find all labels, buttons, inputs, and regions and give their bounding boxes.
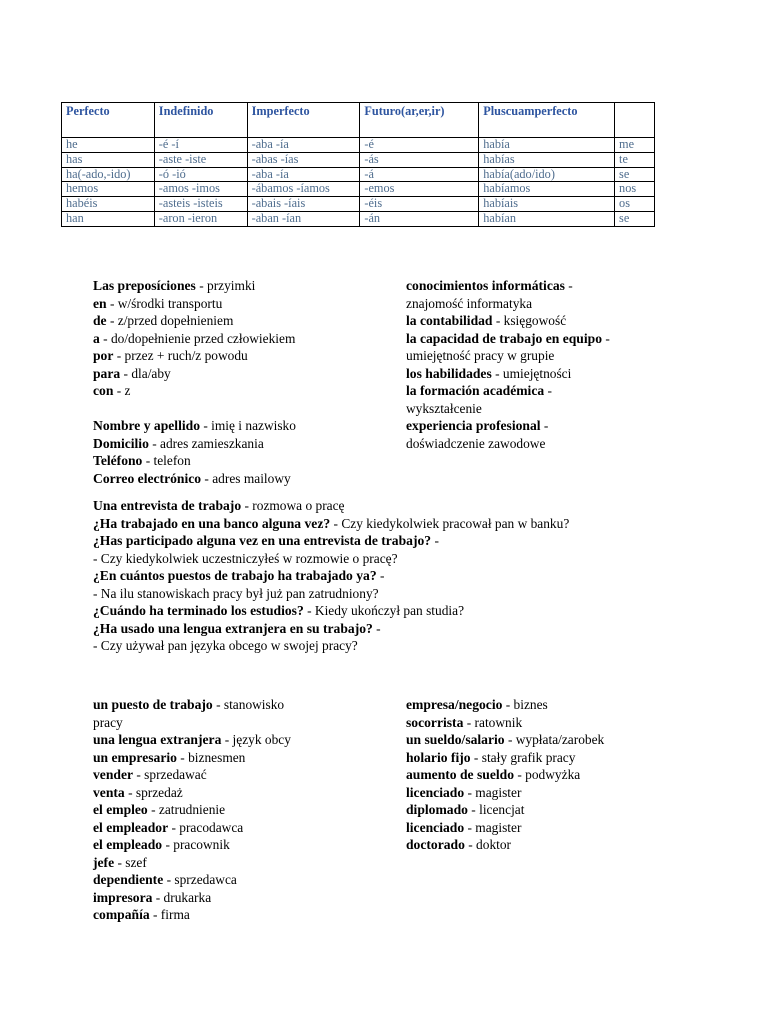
vocab-term: Nombre y apellido [93, 418, 200, 433]
vocab-list-skills [406, 277, 610, 452]
header-cell [615, 103, 655, 138]
vocab-entry [93, 452, 296, 470]
table-cell: -abais -íais [247, 197, 360, 212]
table-cell: -án [360, 211, 479, 226]
table-cell: habíamos [479, 182, 615, 197]
vocab-term: la capacidad de trabajo en equipo [406, 330, 602, 346]
vocab-list-prepositions [93, 277, 296, 487]
vocab-definition: - przez + ruch/z powodu [113, 348, 248, 363]
vocab-definition: - [431, 533, 439, 548]
vocab-entry [93, 470, 296, 488]
vocab-definition: - stały grafik pracy [470, 749, 576, 765]
vocab-entry [406, 295, 610, 313]
table-cell: nos [615, 182, 655, 197]
vocab-definition: - w/środki transportu [106, 295, 223, 311]
vocab-entry [406, 749, 604, 767]
table-header-row [62, 103, 655, 138]
vocab-definition: znajomość informatyka [406, 295, 533, 311]
table-cell: te [615, 152, 655, 167]
table-cell: -asteis -isteis [154, 197, 247, 212]
vocab-entry [406, 801, 604, 819]
header-cell: Indefinido [154, 103, 247, 138]
vocab-entry [93, 382, 296, 400]
vocab-entry [93, 312, 296, 330]
vocab-definition: - telefon [142, 453, 191, 468]
vocab-term: en [93, 295, 107, 311]
vocab-entry [93, 365, 296, 383]
vocab-term: socorrista [406, 714, 464, 730]
vocab-definition: - sprzedawca [163, 872, 237, 887]
header-cell: Imperfecto [247, 103, 360, 138]
vocab-definition: - Na ilu stanowiskach pracy był już pan zatrudniony? [93, 585, 379, 601]
vocab-term: licenciado [406, 819, 465, 835]
table-cell: he [62, 138, 155, 153]
header-cell: Futuro(ar,er,ir) [360, 103, 479, 138]
vocab-term: ¿Ha usado una lengua extranjera en su trabajo? [93, 620, 373, 636]
vocab-term: una lengua extranjera [93, 732, 222, 747]
vocab-entry [406, 819, 604, 837]
vocab-entry [406, 277, 610, 295]
vocab-definition: - [544, 383, 552, 398]
vocab-entry [406, 347, 610, 365]
table-cell: habían [479, 211, 615, 226]
vocab-term: Correo electrónico [93, 470, 202, 486]
vocab-term: ¿Cuándo ha terminado los estudios? [93, 603, 304, 618]
vocab-term: ¿Has participado alguna vez en una entrevista de trabajo? [93, 533, 432, 548]
vocab-term: experiencia profesional [406, 418, 541, 433]
vocab-entry [93, 836, 291, 854]
vocab-term: Domicilio [93, 435, 149, 451]
vocab-definition: - [602, 330, 610, 346]
vocab-term: con [93, 383, 114, 398]
vocab-term: Teléfono [93, 453, 143, 468]
vocab-definition: - sprzedawać [133, 767, 207, 782]
vocab-term: a [93, 330, 100, 346]
vocab-definition: - stanowisko [212, 697, 285, 712]
vocab-definition: - drukarka [152, 889, 212, 905]
table-cell: -ás [360, 152, 479, 167]
vocab-term: la contabilidad [406, 313, 493, 328]
vocab-entry [93, 871, 291, 889]
vocab-term: empresa/negocio [406, 697, 503, 712]
vocab-entry [93, 784, 291, 802]
vocab-definition: - księgowość [492, 313, 567, 328]
vocab-definition: - magister [464, 784, 522, 800]
vocab-definition: - umiejętności [491, 365, 572, 381]
table-row [62, 182, 655, 197]
vocab-definition: - imię i nazwisko [200, 418, 296, 433]
vocab-definition: - magister [464, 819, 522, 835]
vocab-entry [93, 801, 291, 819]
table-row [62, 211, 655, 226]
table-row [62, 138, 655, 153]
table-cell: se [615, 167, 655, 182]
vocab-entry [93, 567, 569, 585]
vocab-term: para [93, 365, 121, 381]
vocab-definition: - licencjat [467, 802, 525, 817]
vocab-definition: - pracodawca [168, 819, 244, 835]
vocab-entry [93, 400, 296, 418]
table-row [62, 167, 655, 182]
vocab-definition: - podwyżka [514, 767, 581, 782]
vocab-definition: - z [113, 383, 131, 398]
vocab-definition: - [540, 418, 549, 433]
vocab-definition: - zatrudnienie [147, 802, 226, 817]
vocab-list-employment [406, 696, 604, 854]
vocab-entry [93, 515, 569, 533]
table-cell: -é -í [154, 138, 247, 153]
vocab-definition: - język obcy [221, 732, 291, 747]
vocab-term: los habilidades [406, 365, 492, 381]
vocab-definition: - szef [114, 854, 147, 870]
vocab-term: compañía [93, 907, 150, 922]
vocab-definition: - Kiedy ukończył pan studia? [303, 603, 465, 618]
vocab-entry [93, 602, 569, 620]
vocab-definition: - [376, 568, 385, 583]
table-cell: -aba -ía [247, 167, 360, 182]
vocab-entry [93, 854, 291, 872]
vocab-definition: - Czy kiedykolwiek uczestniczyłeś w rozmowie o pracę? [93, 550, 398, 566]
header-cell: Pluscuamperfecto [479, 103, 615, 138]
vocab-definition: umiejętność pracy w grupie [406, 348, 555, 363]
vocab-entry [93, 347, 296, 365]
table-cell: has [62, 152, 155, 167]
vocab-entry [93, 585, 569, 603]
vocab-term: vender [93, 767, 134, 782]
vocab-entry [406, 714, 604, 732]
vocab-term: venta [93, 784, 125, 800]
vocab-definition: - dla/aby [120, 365, 171, 381]
vocab-entry [406, 312, 610, 330]
table-cell: -ábamos -íamos [247, 182, 360, 197]
vocab-term: Una entrevista de trabajo [93, 498, 242, 513]
vocab-term: doctorado [406, 837, 465, 852]
vocab-term: un empresario [93, 749, 177, 765]
vocab-definition: pracy [93, 714, 123, 730]
vocab-definition: - wypłata/zarobek [504, 732, 605, 747]
table-cell: había [479, 138, 615, 153]
vocab-definition: - pracownik [162, 837, 230, 852]
table-cell: habéis [62, 197, 155, 212]
vocab-term: la formación académica [406, 383, 545, 398]
vocab-definition: - sprzedaż [124, 784, 183, 800]
vocab-term: un sueldo/salario [406, 732, 505, 747]
vocab-entry [93, 620, 569, 638]
vocab-entry [406, 731, 604, 749]
vocab-term: ¿Ha trabajado en una banco alguna vez? [93, 515, 331, 531]
vocab-entry [93, 637, 569, 655]
vocab-term: conocimientos informáticas [406, 278, 565, 293]
vocab-entry [406, 435, 610, 453]
table-cell: -é [360, 138, 479, 153]
vocab-definition: doświadczenie zawodowe [406, 435, 546, 451]
vocab-entry [93, 714, 291, 732]
vocab-term: por [93, 348, 114, 363]
vocab-entry [93, 906, 291, 924]
table-cell: han [62, 211, 155, 226]
vocab-entry [93, 696, 291, 714]
vocab-definition: - Czy używał pan języka obcego w swojej pracy? [93, 638, 358, 653]
vocab-term: de [93, 313, 107, 328]
vocab-entry [93, 295, 296, 313]
table-cell: -aba -ía [247, 138, 360, 153]
vocab-definition: - przyimki [195, 278, 256, 293]
vocab-definition: - doktor [464, 837, 512, 852]
vocab-term: el empleador [93, 819, 169, 835]
vocab-definition: - adres zamieszkania [148, 435, 264, 451]
vocab-term: jefe [93, 854, 115, 870]
table-cell: -abas -ías [247, 152, 360, 167]
table-cell: -aban -ían [247, 211, 360, 226]
vocab-term: dependiente [93, 872, 164, 887]
table-cell: ha(-ado,-ido) [62, 167, 155, 182]
vocab-definition: - firma [149, 907, 190, 922]
table-cell: -éis [360, 197, 479, 212]
vocab-entry [406, 400, 610, 418]
vocab-term: holario fijo [406, 749, 471, 765]
vocab-term: diplomado [406, 802, 468, 817]
vocab-definition: - do/dopełnienie przed człowiekiem [99, 330, 296, 346]
vocab-definition: - rozmowa o pracę [241, 498, 345, 513]
vocab-term: licenciado [406, 784, 465, 800]
interview-questions [93, 497, 569, 655]
vocab-entry [93, 819, 291, 837]
table-cell: os [615, 197, 655, 212]
vocab-definition: - z/przed dopełnieniem [106, 313, 234, 328]
vocab-entry [93, 749, 291, 767]
vocab-entry [93, 731, 291, 749]
vocab-definition: - [372, 620, 381, 636]
vocab-list-work [93, 696, 291, 924]
vocab-entry [93, 330, 296, 348]
table-cell: -emos [360, 182, 479, 197]
vocab-definition: - adres mailowy [201, 470, 291, 486]
vocab-entry [93, 550, 569, 568]
table-cell: habías [479, 152, 615, 167]
table-cell: -aron -ieron [154, 211, 247, 226]
vocab-entry [406, 766, 604, 784]
vocab-entry [93, 766, 291, 784]
vocab-entry [406, 417, 610, 435]
vocab-term: Las preposíciones [93, 278, 196, 293]
conjugation-table [61, 102, 655, 227]
vocab-entry [93, 277, 296, 295]
vocab-entry [406, 836, 604, 854]
vocab-entry [406, 382, 610, 400]
table-cell: -amos -imos [154, 182, 247, 197]
vocab-entry [93, 532, 569, 550]
table-cell: había(ado/ido) [479, 167, 615, 182]
table-cell: -ó -ió [154, 167, 247, 182]
vocab-entry [406, 784, 604, 802]
table-row [62, 197, 655, 212]
vocab-term: aumento de sueldo [406, 767, 515, 782]
vocab-term: un puesto de trabajo [93, 697, 213, 712]
vocab-entry [93, 417, 296, 435]
vocab-definition: - ratownik [463, 714, 523, 730]
vocab-entry [93, 435, 296, 453]
table-cell: habíais [479, 197, 615, 212]
table-cell: se [615, 211, 655, 226]
vocab-definition: - Czy kiedykolwiek pracował pan w banku? [330, 515, 570, 531]
vocab-term: el empleado [93, 837, 163, 852]
vocab-term: ¿En cuántos puestos de trabajo ha trabajado ya? [93, 568, 377, 583]
vocab-term: impresora [93, 889, 153, 905]
table-cell: me [615, 138, 655, 153]
vocab-term: el empleo [93, 802, 148, 817]
vocab-entry [93, 497, 569, 515]
vocab-definition: - biznes [502, 697, 548, 712]
vocab-entry [406, 696, 604, 714]
vocab-definition: - [564, 278, 573, 293]
table-cell: -aste -iste [154, 152, 247, 167]
vocab-entry [406, 365, 610, 383]
vocab-entry [406, 330, 610, 348]
vocab-definition: wykształcenie [406, 400, 482, 416]
table-cell: hemos [62, 182, 155, 197]
vocab-definition: - biznesmen [176, 749, 246, 765]
header-cell: Perfecto [62, 103, 155, 138]
table-cell: -á [360, 167, 479, 182]
vocab-entry [93, 889, 291, 907]
table-row [62, 152, 655, 167]
